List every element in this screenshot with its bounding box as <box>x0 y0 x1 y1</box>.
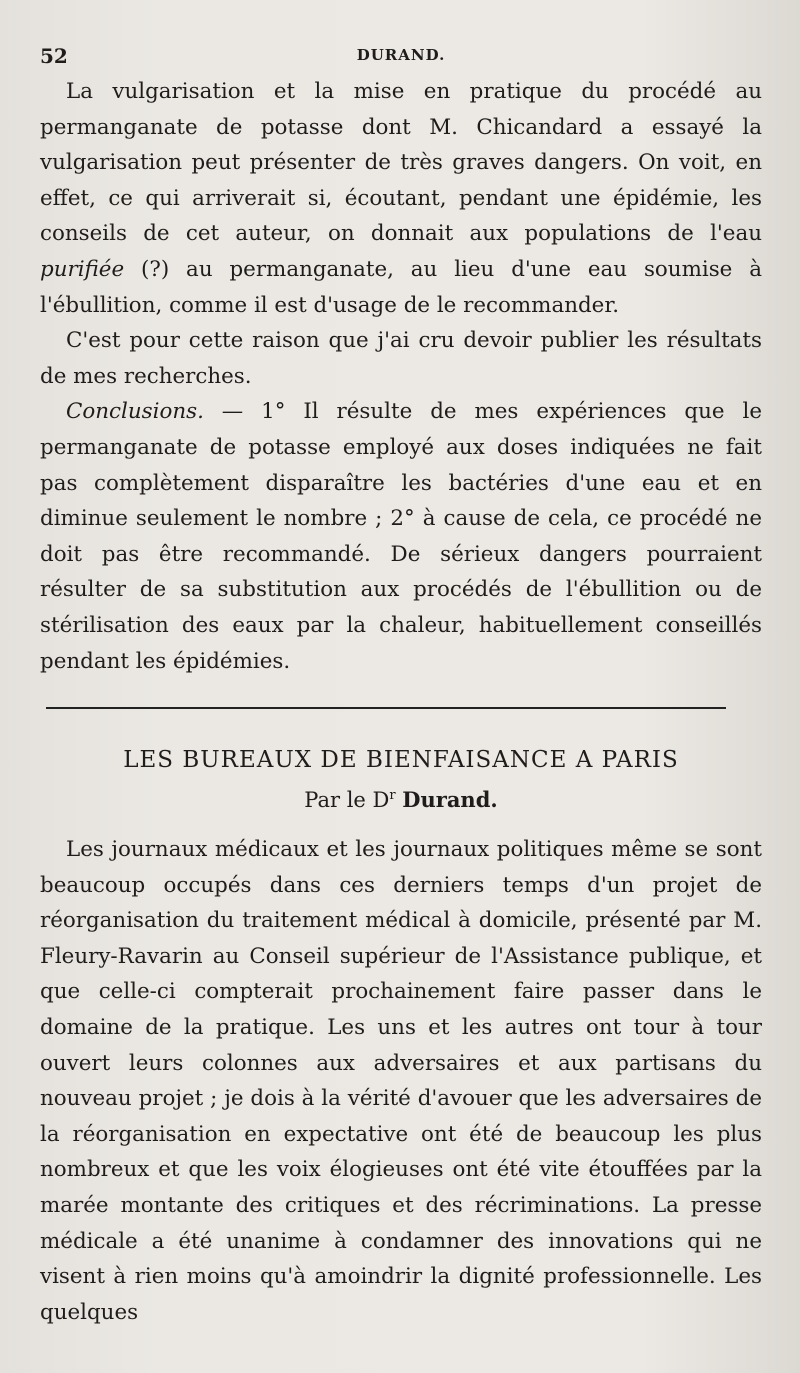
byline-superscript: r <box>389 788 396 804</box>
byline-prefix: Par le D <box>304 788 390 813</box>
paragraph-vulgarisation-tail: (?) au permanganate, au lieu d'une eau soumise à l'ébullition, comme il est d'usage de le recommander. <box>40 256 762 318</box>
paragraph-vulgarisation <box>40 74 762 323</box>
conclusions-text: — 1° Il résulte de mes expériences que le permanganate de potasse employé aux doses indiquées ne fait pas complètement disparaître les bactéries d'une eau et en diminue seulement le nombre ; 2° à cause de cela, ce procédé ne doit pas être recommandé. De sérieux dangers pourraient résulter de sa substitution aux procédés de l'ébullition ou de stérilisation des eaux par la chaleur, habituellement conseillés pendant les épidémies. <box>40 399 762 674</box>
paragraph-vulgarisation-text: La vulgarisation et la mise en pratique du procédé au permanganate de potasse dont M. Chicandard a essayé la vulgarisation peut présenter de très graves dangers. On voit, en effet, ce qui arriverait si, écoutant, pendant une épidémie, les conseils de cet auteur, on donnait aux populations de l'eau <box>40 79 762 247</box>
italic-purifiee: purifiée <box>40 256 125 282</box>
article-bureaux-bienfaisance <box>40 832 762 1330</box>
section-title: LES BUREAUX DE BIENFAISANCE A PARIS <box>123 747 679 774</box>
paragraph-journaux: Les journaux médicaux et les journaux politiques même se sont beaucoup occupés dans ces derniers temps d'un projet de réorganisation du traitement médical à domicile, présenté par M. Fleury-Ravarin au Conseil supérieur de l'Assistance publique, et que celle-ci compterait prochainement faire passer dans le domaine de la pratique. Les uns et les autres ont tour à tour ouvert leurs colonnes aux adversaires et aux partisans du nouveau projet ; je dois à la vérité d'avouer que les adversaires de la réorganisation en expectative ont été de beaucoup les plus nombreux et que les voix élogieuses ont été vite étouffées par la marée montante des critiques et des récriminations. La presse médicale a été unanime à condamner des innovations qui ne visent à rien moins qu'à amoindrir la dignité professionnelle. Les quelques <box>40 837 762 1325</box>
page-number: 52 <box>40 44 68 68</box>
article-durand-permanganate <box>40 74 762 679</box>
paragraph-raison: C'est pour cette raison que j'ai cru devoir publier les résultats de mes recherches. <box>40 328 762 389</box>
byline <box>40 787 762 812</box>
conclusions-label: Conclusions. <box>66 399 204 425</box>
byline-author: Durand. <box>402 787 498 813</box>
running-head <box>40 40 762 74</box>
paragraph-conclusions <box>40 394 762 679</box>
section-divider-rule <box>46 707 726 709</box>
running-title: DURAND. <box>356 46 446 64</box>
